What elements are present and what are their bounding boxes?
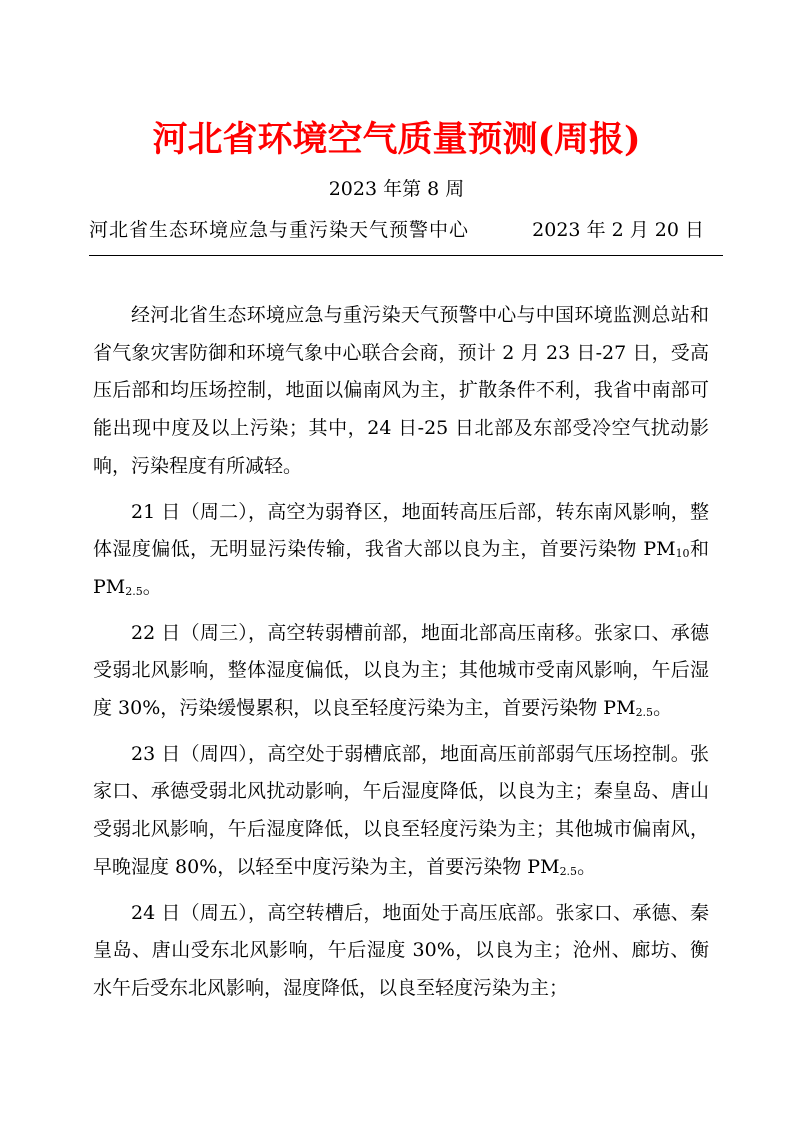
forecast-day-21-mid: 和 PM [93,538,709,598]
forecast-day-21-text: 21 日（周二），高空为弱脊区，地面转高压后部，转东南风影响，整体湿度偏低，无明显污染传输，我省大部以良为主，首要污染物 PM [93,500,709,561]
forecast-day-22-end: 。 [653,697,673,720]
publish-date: 2023 年 2 月 20 日 [532,219,704,241]
report-body [93,297,709,1016]
report-title: 河北省环境空气质量预测(周报) [152,119,641,160]
header-divider [89,255,723,256]
pm25-subscript: 2.5 [559,864,578,878]
summary-paragraph [93,297,709,486]
pm25-subscript: 2.5 [635,706,654,720]
forecast-day-23 [93,736,709,887]
forecast-day-22 [93,615,709,728]
issue-number: 2023 年第 8 周 [328,178,465,200]
summary-text: 经河北省生态环境应急与重污染天气预警中心与中国环境监测总站和省气象灾害防御和环境气象中心联合会商，预计 2 月 23 日-27 日，受高压后部和均压场控制，地面以偏南风为主，扩散条件不利，我省中南部可能出现中度及以上污染；其中，24 日-25 日北部及东部受冷空气扰动影响，污染程度有所减轻。 [93,304,709,477]
forecast-day-24-text: 24 日（周五），高空转槽后，地面处于高压底部。张家口、承德、秦皇岛、唐山受东北风影响，午后湿度 30%，以良为主；沧州、廊坊、衡水午后受东北风影响，湿度降低，以良至轻度污染为主； [93,901,709,999]
pm10-subscript: 10 [675,547,690,561]
forecast-day-21-end: 。 [142,575,162,598]
forecast-day-23-end: 。 [577,855,597,878]
forecast-day-24 [93,895,709,1008]
publisher-line [89,217,704,245]
publisher-organization: 河北省生态环境应急与重污染天气预警中心 [89,219,470,241]
pm25-subscript: 2.5 [125,584,143,598]
forecast-day-22-text: 22 日（周三），高空转弱槽前部，地面北部高压南移。张家口、承德受弱北风影响，整体湿度偏低，以良为主；其他城市受南风影响，午后湿度 30%，污染缓慢累积，以良至轻度污染为主，首要污染物 PM [93,621,709,720]
forecast-day-21 [93,494,709,607]
forecast-day-23-text: 23 日（周四），高空处于弱槽底部，地面高压前部弱气压场控制。张家口、承德受弱北风扰动影响，午后湿度降低，以良为主；秦皇岛、唐山受弱北风影响，午后湿度降低，以良至轻度污染为主；其他城市偏南风，早晚湿度 80%，以轻至中度污染为主，首要污染物 PM [93,742,709,878]
